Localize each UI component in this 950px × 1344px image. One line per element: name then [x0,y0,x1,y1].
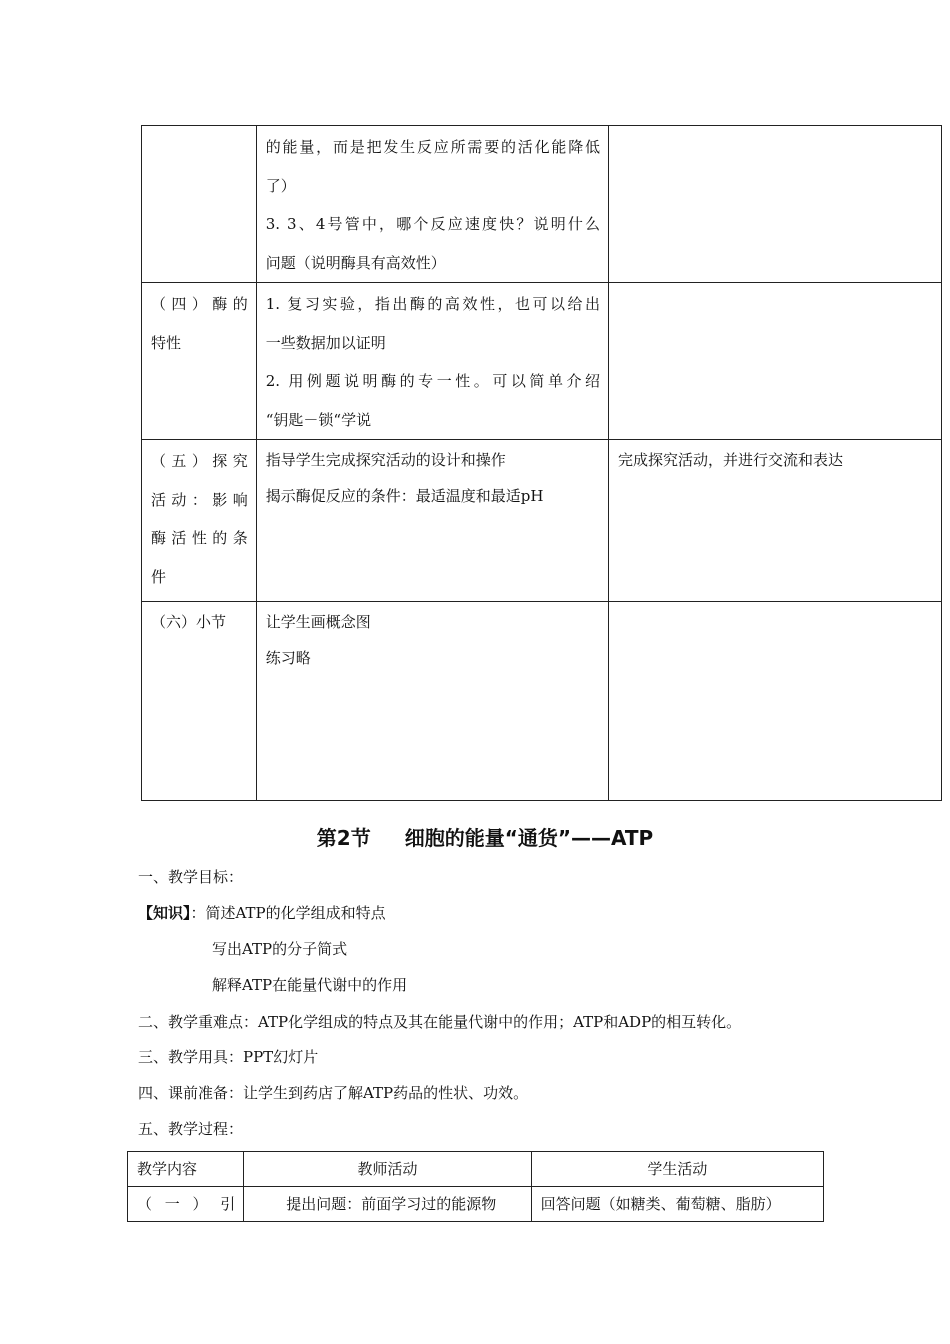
table-row [142,126,942,283]
cell-line: 了） [265,176,296,195]
enzyme-lesson-table [141,125,942,801]
header-label: 教师活动 [357,1160,418,1178]
table-cell [609,283,942,440]
cell-line: “钥匙－锁“学说 [265,410,372,429]
section-number: 第2节 [316,826,371,850]
cell-text: 回答问题（如糖类、葡萄糖、脂肪） [540,1195,781,1213]
cell-line: 练习略 [265,649,311,667]
table-header-cell [128,1152,244,1187]
goals-heading: 一、教学目标： [138,868,244,886]
table-cell [609,126,942,283]
table-cell [142,602,257,801]
cell-line: 特性 [151,333,182,352]
table-row [142,283,942,440]
key-points: 二、教学重难点：ATP化学组成的特点及其在能量代谢中的作用；ATP和ADP的相互转化。 [138,1013,742,1031]
cell-line: 的能量，而是把发生反应所需要的活化能降低 [265,138,601,156]
atp-lesson-table [127,1151,824,1222]
cell-line: 1. 复习实验，指出酶的高效性，也可以给出 [265,295,601,313]
table-cell [256,283,608,440]
table-cell [244,1187,531,1222]
table-cell [142,440,257,602]
cell-line: 2. 用例题说明酶的专一性。可以简单介绍 [265,372,601,390]
cell-line: （六）小节 [151,613,227,631]
process-heading: 五、教学过程： [138,1120,244,1138]
table-row [128,1187,824,1222]
table-cell [142,126,257,283]
cell-line: 一些数据加以证明 [265,333,386,352]
cell-line: （五）探究 [151,452,248,470]
cell-line: 问题（说明酶具有高效性） [265,253,446,272]
cell-line: 活动：影响 [151,490,248,509]
cell-line: 3. 3、4号管中，哪个反应速度快？说明什么 [265,215,601,233]
preparation: 四、课前准备：让学生到药店了解ATP药品的性状、功效。 [138,1084,529,1102]
table-row [142,440,942,602]
table-cell [531,1187,823,1222]
cell-text: 提出问题：前面学习过的能源物 [286,1195,497,1213]
cell-line: 让学生画概念图 [265,613,371,631]
header-label: 学生活动 [647,1160,708,1178]
knowledge-item: 解释ATP在能量代谢中的作用 [212,976,408,994]
table-header-row [128,1152,824,1187]
cell-line: 酶活性的条 [151,529,248,547]
cell-line: 揭示酶促反应的条件：最适温度和最适pH [265,487,544,505]
table-cell [256,602,608,801]
table-cell [128,1187,244,1222]
table-cell [609,602,942,801]
cell-line: 完成探究活动，并进行交流和表达 [618,451,844,469]
table-cell [256,126,608,283]
table-row [142,602,942,801]
knowledge-line [138,902,386,923]
section-name: 细胞的能量“通货”——ATP [404,826,654,850]
table-header-cell [531,1152,823,1187]
cell-line: （四）酶的 [151,295,248,313]
table-cell [609,440,942,602]
knowledge-item: ：简述ATP的化学组成和特点 [190,904,386,922]
tools: 三、教学用具：PPT幻灯片 [138,1048,319,1066]
table-header-cell [244,1152,531,1187]
header-label: 教学内容 [137,1160,198,1178]
table-cell [142,283,257,440]
section-title [0,822,950,851]
table-cell [256,440,608,602]
knowledge-label: 【知识】 [138,904,191,922]
cell-text: （ 一 ） 引 [137,1195,236,1213]
cell-line: 件 [151,567,167,586]
cell-line: 指导学生完成探究活动的设计和操作 [265,451,506,469]
knowledge-item: 写出ATP的分子简式 [212,940,348,958]
